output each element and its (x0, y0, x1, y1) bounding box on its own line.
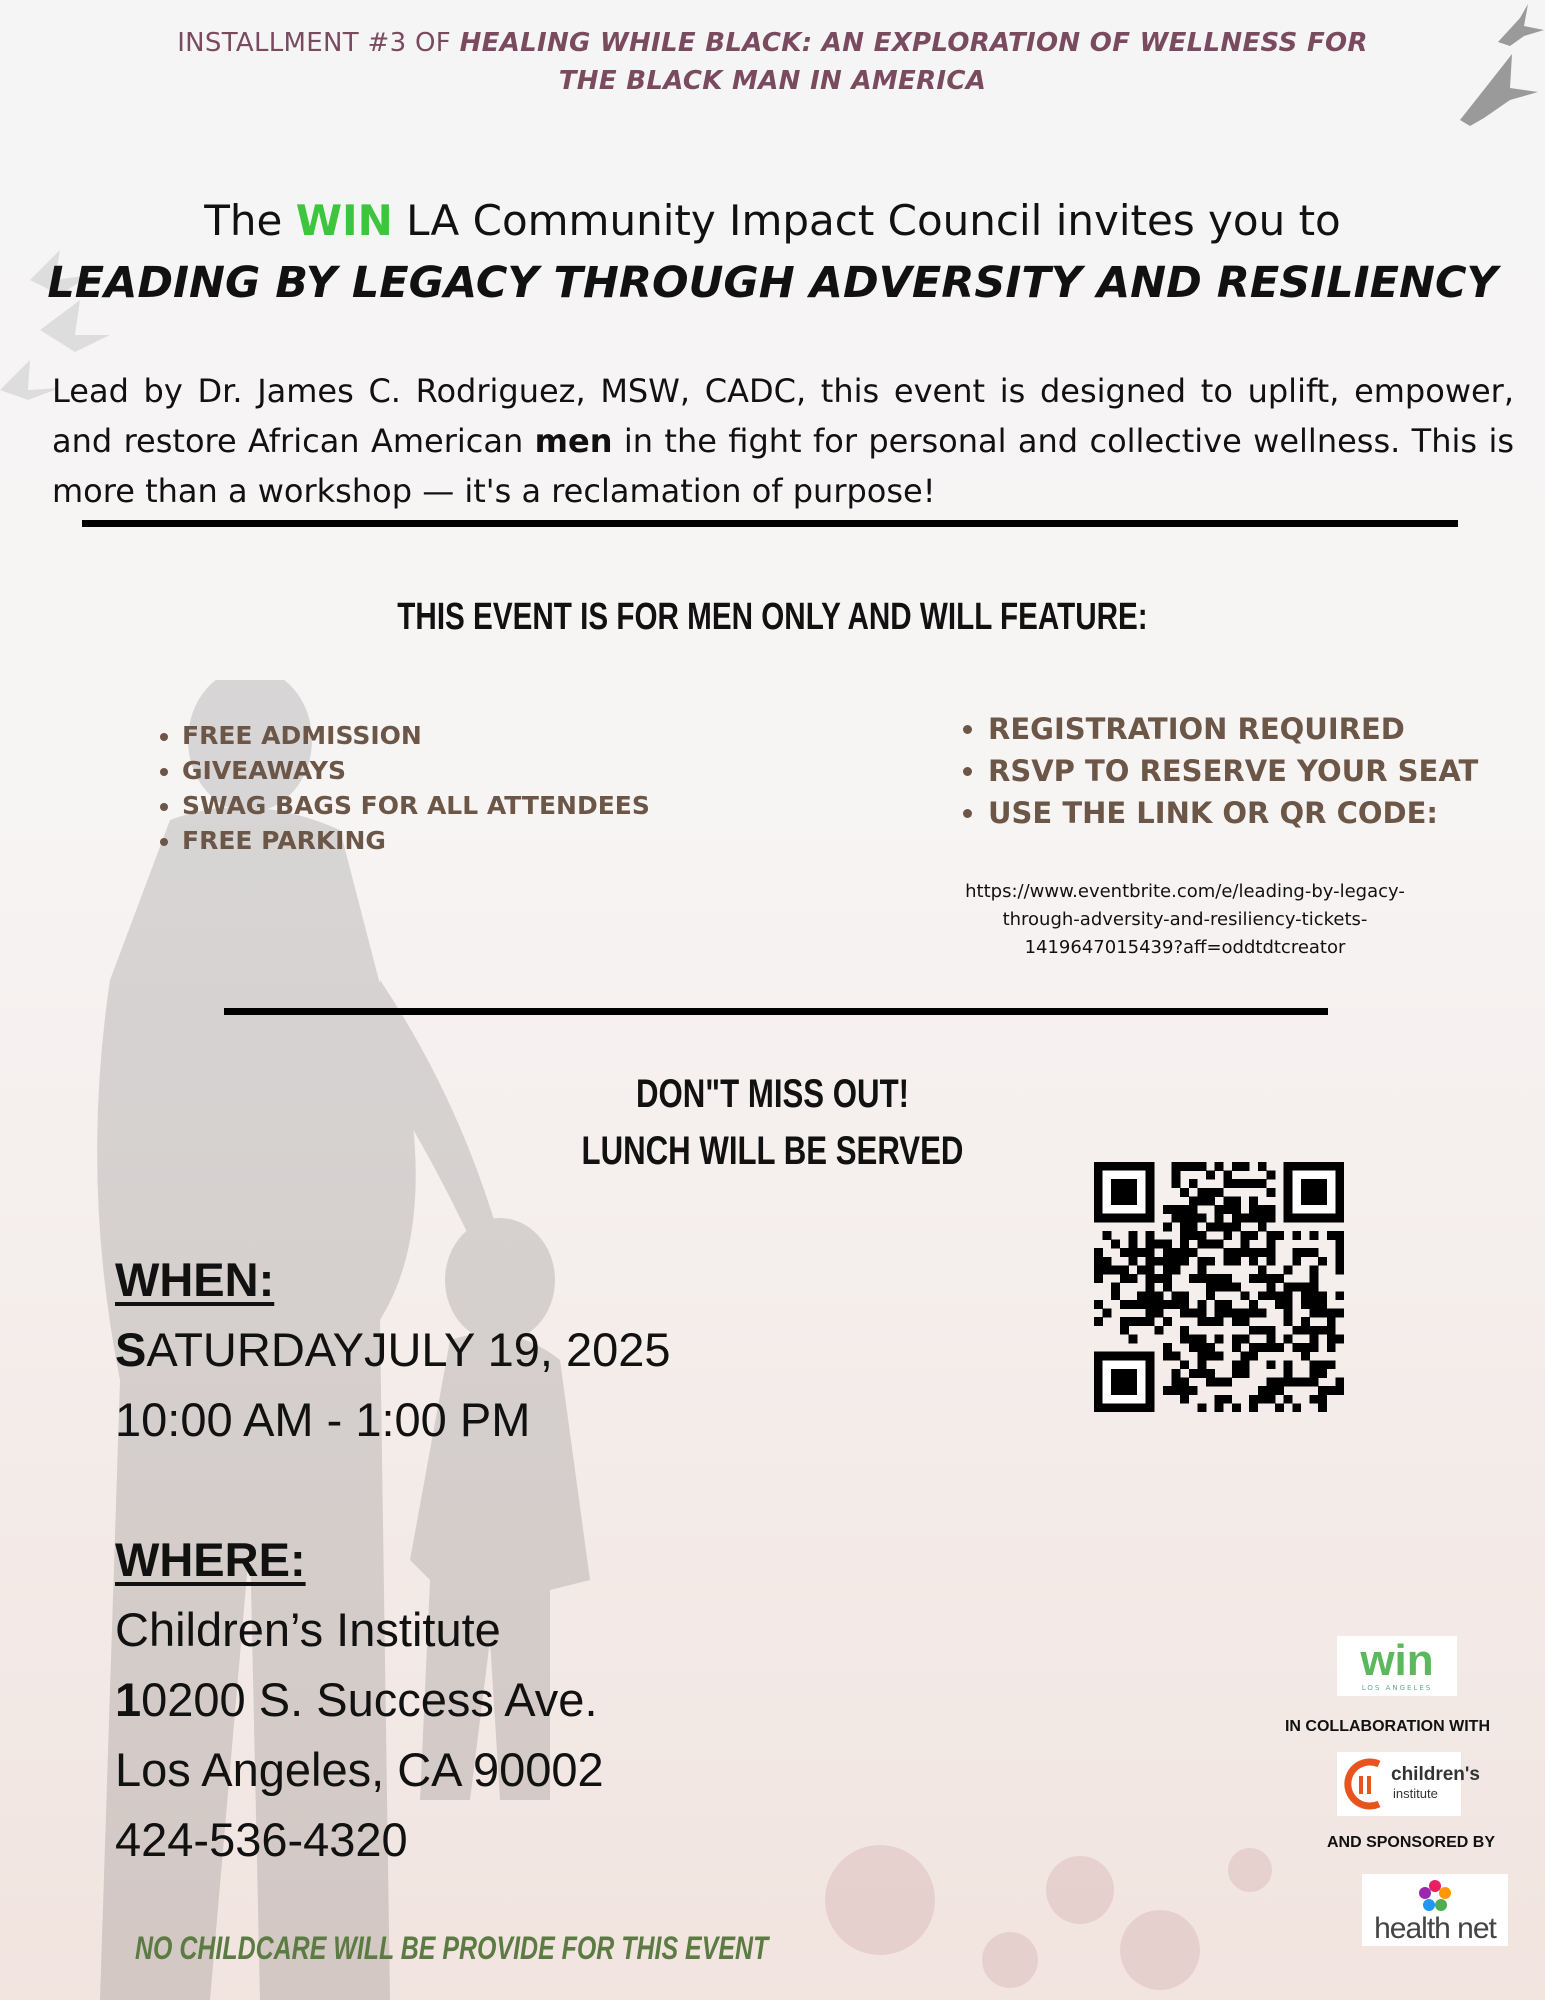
win-logo-sub: LOS ANGELES (1361, 1684, 1433, 1692)
divider-top (82, 520, 1458, 527)
list-item: • RSVP TO RESERVE YOUR SEAT (988, 750, 1478, 792)
url-line: https://www.eventbrite.com/e/leading-by-legacy- (965, 881, 1405, 902)
city-state-zip: Los Angeles, CA 90002 (115, 1743, 604, 1796)
url-line: 1419647015439?aff=oddtdtcreator (1024, 937, 1346, 958)
win-logo-text: win (1360, 1636, 1434, 1685)
where-label: WHERE: (115, 1533, 306, 1586)
features-heading: THIS EVENT IS FOR MEN ONLY AND WILL FEATURE: (397, 596, 1148, 638)
ci-logo-mark (1339, 1752, 1387, 1816)
intro-bold: men (534, 422, 613, 460)
venue-name: Children’s Institute (115, 1603, 501, 1656)
collaboration-label: IN COLLABORATION WITH (1284, 1718, 1490, 1735)
date-first-letter: S (115, 1323, 147, 1376)
invite-post: LA Community Impact Council invites you to (392, 196, 1341, 245)
promo-line: DON"T MISS OUT! (635, 1072, 910, 1116)
invite-line (0, 196, 1545, 245)
health-net-flower-icon (1415, 1876, 1455, 1916)
decorative-bubbles (820, 1830, 1320, 2000)
when-label: WHEN: (115, 1253, 275, 1306)
childrens-institute-logo (1337, 1752, 1480, 1816)
childcare-notice: NO CHILDCARE WILL BE PROVIDE FOR THIS EVENT (135, 1930, 769, 1966)
promo-line: LUNCH WILL BE SERVED (581, 1129, 964, 1173)
invite-pre: The (204, 196, 296, 245)
event-time: 10:00 AM - 1:00 PM (115, 1393, 531, 1446)
win-logo (1337, 1636, 1457, 1696)
list-item: • USE THE LINK OR QR CODE: (988, 792, 1478, 834)
features-list-left (140, 718, 650, 858)
street-address (115, 1672, 598, 1727)
phone-number: 424-536-4320 (115, 1813, 408, 1866)
health-net-logo-text: health net (1374, 1912, 1496, 1945)
ci-logo-line1: children's (1391, 1764, 1480, 1785)
intro-part2: in the fight for personal and collective wellness. This is more than a workshop — it's a reclamation of purpose! (52, 422, 1515, 510)
features-list-right (960, 708, 1478, 834)
list-item: • SWAG BAGS FOR ALL ATTENDEES (182, 788, 650, 823)
url-line: through-adversity-and-resiliency-tickets- (1002, 909, 1368, 930)
event-title: LEADING BY LEGACY THROUGH ADVERSITY AND RESILIENCY (47, 258, 1498, 308)
date-rest: ATURDAYJULY 19, 2025 (146, 1323, 671, 1376)
installment-series-title: HEALING WHILE BLACK: AN EXPLORATION OF WELLNESS FOR THE BLACK MAN IN AMERICA (459, 28, 1368, 96)
divider-middle (224, 1008, 1328, 1015)
registration-link[interactable] (930, 878, 1440, 962)
health-net-logo (1362, 1874, 1508, 1946)
event-date (115, 1322, 671, 1377)
sponsored-by-label: AND SPONSORED BY (1326, 1834, 1495, 1851)
installment-prefix: INSTALLMENT #3 OF (177, 28, 460, 58)
list-item: • FREE ADMISSION (182, 718, 650, 753)
ci-logo-line2: institute (1393, 1786, 1438, 1801)
installment-header (170, 24, 1375, 100)
address-rest: 0200 S. Success Ave. (141, 1673, 598, 1726)
birds-graphic (1440, 0, 1545, 140)
list-item: • REGISTRATION REQUIRED (988, 708, 1478, 750)
intro-part1: Lead by Dr. James C. Rodriguez, MSW, CADC, this event is designed to uplift, empower, and restore African American (52, 372, 1514, 460)
list-item: • GIVEAWAYS (182, 753, 650, 788)
qr-code[interactable] (1094, 1162, 1344, 1412)
address-first-char: 1 (115, 1673, 142, 1726)
list-item: • FREE PARKING (182, 823, 650, 858)
intro-paragraph (52, 366, 1514, 516)
win-highlight: WIN (295, 196, 393, 245)
